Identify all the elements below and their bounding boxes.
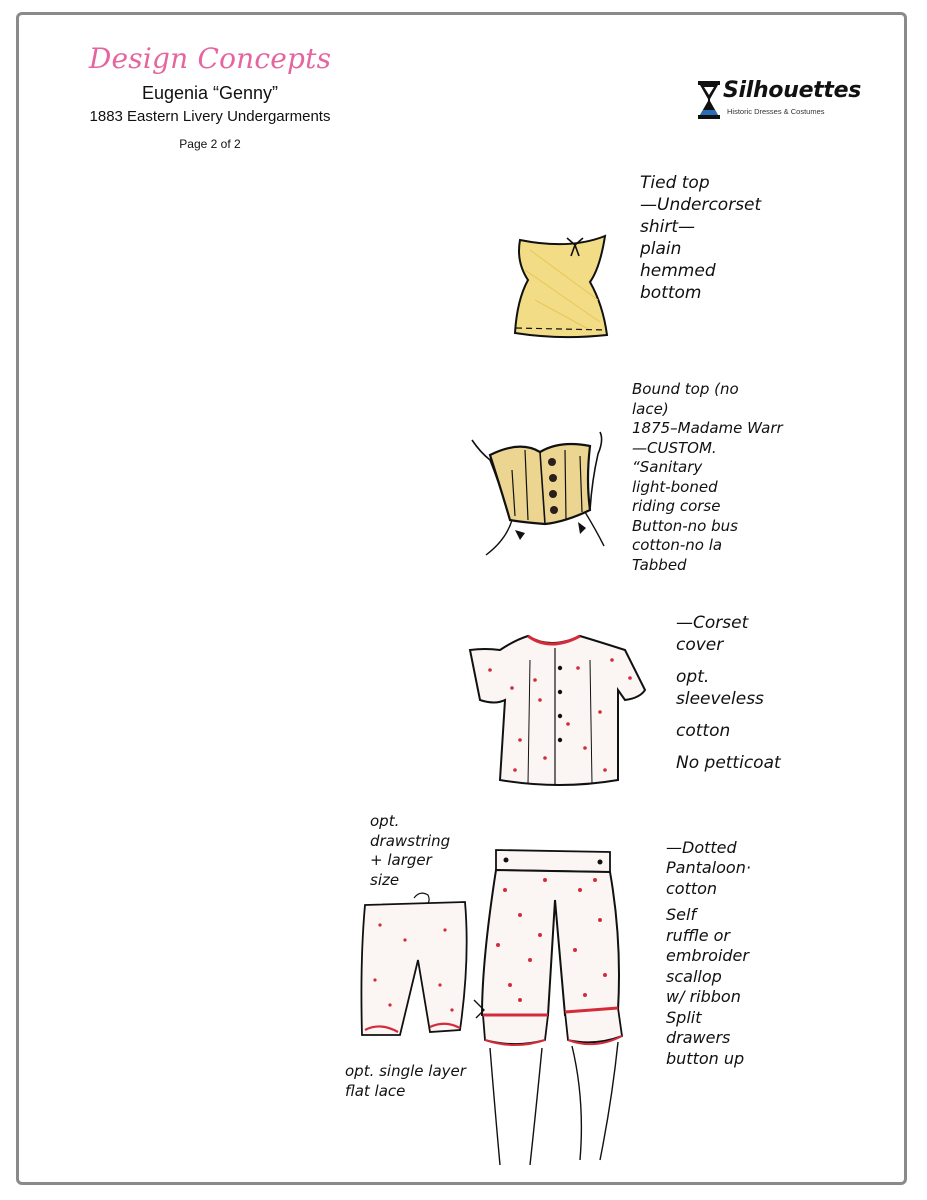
note-line: cotton [666, 878, 718, 898]
note-line: flat lace [345, 1081, 406, 1100]
pantaloon-notes [666, 838, 751, 1069]
note-line: button up [666, 1048, 745, 1068]
note-line: scallop [666, 966, 722, 986]
note-line: —Corset [676, 613, 749, 633]
note-line: shirt— [640, 217, 696, 238]
riding-corset-sketch [472, 432, 604, 555]
note-line: cotton [676, 721, 731, 742]
note-line: opt. [676, 667, 710, 688]
note-line: Pantaloon· [666, 858, 751, 878]
note-line: ruffle or [666, 925, 731, 945]
note-line: drawers [666, 1028, 731, 1048]
drawers-option-notes [370, 812, 450, 890]
page-number: Page 2 of 2 [179, 137, 241, 151]
note-line: Tied top [640, 173, 710, 193]
note-line: cover [676, 635, 724, 656]
corset-cover-sketch [470, 636, 645, 786]
note-line: Bound top (no [632, 380, 739, 398]
note-line: sleeveless [676, 689, 764, 710]
note-line: + larger [370, 851, 432, 869]
note-line: No petticoat [676, 753, 781, 774]
note-line: plain [640, 239, 682, 260]
note-line: drawstring [370, 831, 451, 850]
note-line: embroider [666, 946, 749, 966]
note-line: w/ ribbon [666, 987, 741, 1007]
note-line: hemmed [640, 261, 716, 282]
character-name: Eugenia “Genny” [141, 83, 279, 103]
note-line: Self [666, 905, 697, 925]
note-line: opt. single layer [345, 1062, 466, 1080]
note-line: 1875–Madame Warr [632, 419, 783, 437]
note-line: Tabbed [632, 555, 687, 574]
note-line: —Dotted [666, 838, 737, 857]
note-line: riding corse [632, 497, 721, 515]
note-line: opt. [370, 812, 400, 830]
logo-tagline: Historic Dresses & Costumes [727, 107, 825, 116]
lace-option-notes [345, 1062, 466, 1101]
corset-cover-notes [676, 612, 781, 775]
note-line: —CUSTOM. [632, 438, 717, 457]
note-line: Button-no bus [632, 516, 738, 535]
note-line: “Sanitary [632, 458, 703, 476]
note-line: bottom [640, 283, 702, 304]
costume-description: 1883 Eastern Livery Undergarments [89, 108, 331, 125]
note-line: —Undercorset [640, 195, 762, 216]
note-line: cotton-no la [632, 536, 723, 554]
document-title: Design Concepts [88, 42, 332, 75]
drawers-option-sketch [361, 893, 466, 1035]
undercorset-shirt-sketch [515, 236, 607, 337]
note-line: light-boned [632, 477, 718, 496]
pantaloon-sketch [474, 850, 622, 1165]
note-line: Split [666, 1007, 702, 1027]
corset-notes [632, 380, 783, 575]
note-line: lace) [632, 399, 669, 418]
note-line: size [370, 870, 400, 889]
logo-name: Silhouettes [723, 78, 862, 103]
undershirt-notes [640, 172, 761, 305]
